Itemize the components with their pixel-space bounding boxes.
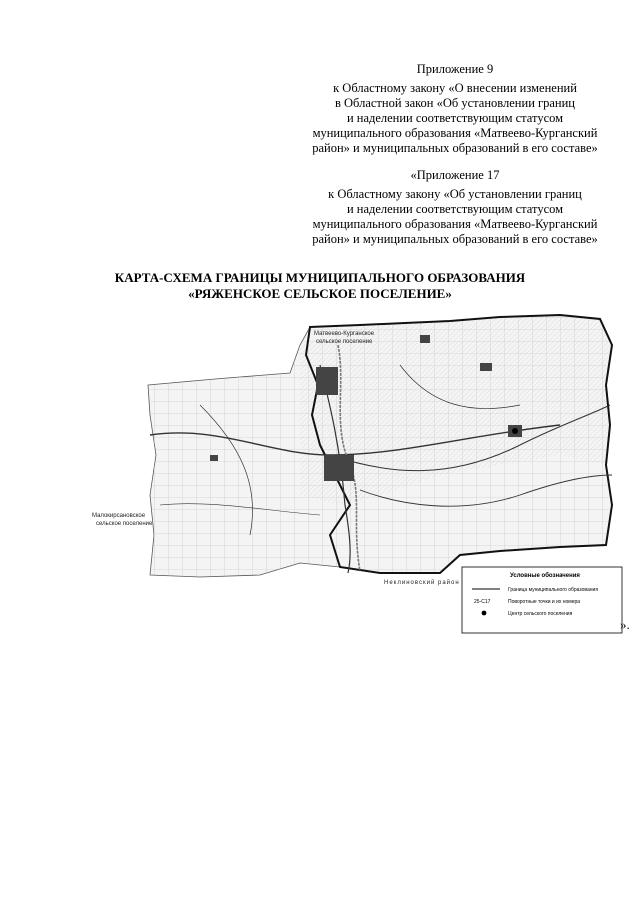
map-territory [148,315,612,577]
neighbor-south-label: Неклиновский район [384,580,460,586]
legend-item-label: Поворотные точки и их номера [508,599,581,605]
appendix-17-title: «Приложение 17 [410,168,500,182]
appendix-9-line: к Областному закону «О внесении изменений [333,81,577,95]
settlement-center-marker [512,428,518,434]
legend-title: Условные обозначения [510,573,580,579]
neighbor-west-label: Малокирсановское [92,513,146,519]
appendix-9-header [290,62,620,156]
neighbor-north-label: сельское поселение [316,339,373,345]
legend-item-code: 25-С17 [474,599,491,605]
appendix-17-line: к Областному закону «Об установлении границ [328,187,582,201]
legend-item-label: Граница муниципального образования [508,587,599,593]
document-heading [0,270,640,302]
appendix-17-line: муниципального образования «Матвеево-Курганский [312,217,598,231]
neighbor-north-label: Матвеево-Курганское [314,331,375,337]
appendix-9-line: муниципального образования «Матвеево-Курганский [312,126,598,140]
appendix-17-line: район» и муниципальных образований в его составе» [312,232,598,246]
appendix-9-line: в Областной закон «Об установлении границ [334,96,575,110]
heading-line-2: «РЯЖЕНСКОЕ СЕЛЬСКОЕ ПОСЕЛЕНИЕ» [188,286,452,301]
appendix-9-title: Приложение 9 [416,62,494,76]
boundary-map [0,305,640,635]
map-legend [462,567,622,633]
appendix-17-header [290,168,620,247]
appendix-17-line: и наделении соответствующим статусом [346,202,564,216]
legend-center-dot-icon [482,611,487,616]
neighbor-west-label: сельское поселение [96,521,153,527]
closing-quote: ». [620,617,630,632]
heading-line-1: КАРТА-СХЕМА ГРАНИЦЫ МУНИЦИПАЛЬНОГО ОБРАЗОВАНИЯ [114,270,526,285]
appendix-9-line: район» и муниципальных образований в его составе» [312,141,598,155]
legend-item-label: Центр сельского поселения [508,611,573,617]
appendix-9-line: и наделении соответствующим статусом [346,111,564,125]
